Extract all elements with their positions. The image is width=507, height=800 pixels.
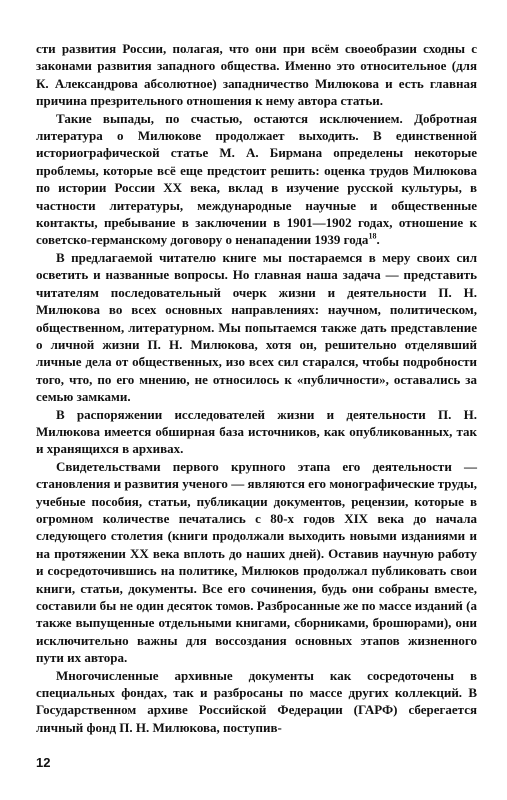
- paragraph-2-text: Такие выпады, по счастью, остаются исключением. Добротная литература о Милюкове продолжает выходить. В единственной историографической статье М. А. Бирмана определены некоторые проблемы, которые всё еще предстоит решить: оценка трудов Милюкова по истории России XX века, вклад в изучение русской культуры, в частности литературы, международные научные и общественные контакты, пребывание в заключении в 1901—1902 годах, отношение к советско-германскому договору о ненападении 1939 года: [36, 110, 477, 248]
- page-number: 12: [36, 755, 51, 770]
- paragraph-4: В распоряжении исследователей жизни и деятельности П. Н. Милюкова имеется обширная база источников, как опубликованных, так и хранящихся в архивах.: [36, 406, 477, 457]
- paragraph-2: [36, 110, 477, 249]
- paragraph-1: сти развития России, полагая, что они при всём своеобразии сходны с законами развития западного общества. Именно это относительное (для К. Александрова абсолютное) западничество Милюкова и есть главная причина презрительного отношения к нему автора статьи.: [36, 41, 477, 109]
- footnote-ref: 18: [368, 232, 377, 242]
- paragraph-6: Многочисленные архивные документы как сосредоточены в специальных фондах, так и разбросаны по массе других коллекций. В Государственном архиве Российской Федерации (ГАРФ) сберегается личный фонд П. Н. Милюкова, поступив-: [36, 667, 477, 735]
- footnote-ref-suffix: .: [376, 232, 380, 248]
- paragraph-5: Свидетельствами первого крупного этапа его деятельности — становления и развития ученого — являются его монографические труды, учебные пособия, статьи, публикации документов, рецензии, которые в огромном количестве печатались с 80-х годов XIX века до начала следующего столетия (книги продолжали выходить новыми изданиями и на протяжении XX века вплоть до наших дней). Оставив научную работу и сосредоточившись на политике, Милюков продолжал публиковать свои книги, статьи, документы. Все его сочинения, будь они собраны вместе, составили бы не один десяток томов. Разбросанные же по массе изданий (а также выпущенные отдельными книгами, сборниками, брошюрами), они исключительно важны для воссоздания основных этапов жизненного пути их автора.: [36, 458, 477, 666]
- paragraph-3: В предлагаемой читателю книге мы постараемся в меру своих сил осветить и названные вопросы. Но главная наша задача — представить читателям последовательный очерк жизни и деятельности П. Н. Милюкова во всех основных направлениях: научном, политическом, общественном, литературном. Мы попытаемся также дать представление о личной жизни П. Н. Милюкова, хотя он, решительно отделявший личные дела от общественных, изо всех сил старался, чтобы подробности того, что, по его мнению, не относилось к «публичности», оставались за семью замками.: [36, 249, 477, 405]
- body-text: [36, 40, 477, 736]
